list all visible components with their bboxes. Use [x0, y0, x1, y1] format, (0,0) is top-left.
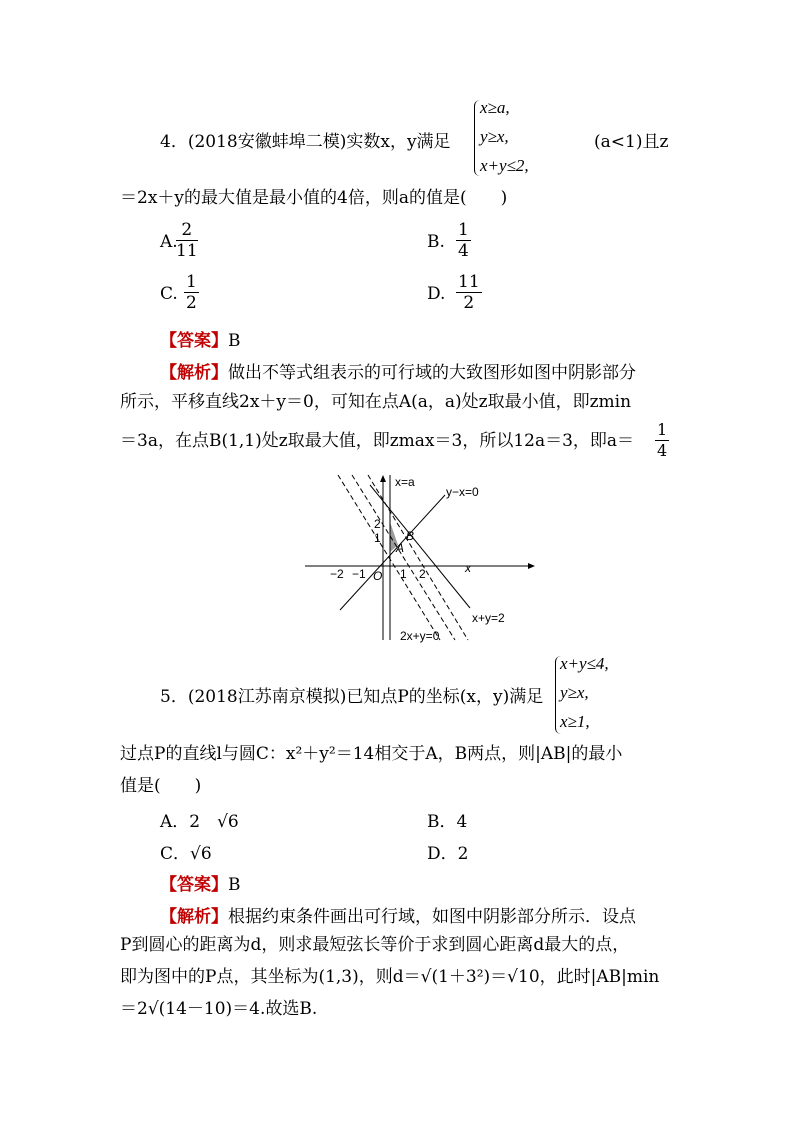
q4-analysis-text1: 做出不等式组表示的可行域的大致图形如图中阴影部分: [228, 363, 636, 383]
label-y-minus-x: y−x=0: [446, 485, 479, 499]
q5-answer-tag: 【答案】: [160, 875, 228, 895]
q4-option-c-fraction[interactable]: [184, 272, 199, 313]
q4-option-b-den: 4: [458, 241, 469, 261]
q5-analysis-line4: ＝2√(14－10)＝4.故选B.: [120, 999, 318, 1019]
q5-analysis-line2: P到圆心的距离为d，则求最短弦长等价于求到圆心距离d最大的点，: [120, 935, 630, 955]
q4-option-b-fraction[interactable]: [456, 220, 471, 261]
q4-stem-line2: ＝2x＋y的最大值是最小值的4倍，则a的值是( ): [120, 188, 508, 208]
q4-constraint-2: y≥x,: [480, 127, 509, 146]
tick-x-neg1: −1: [352, 567, 366, 581]
q4-number: 4．: [160, 132, 188, 152]
q5-constraint-3: x≥1,: [560, 712, 590, 731]
q4-analysis-fraction-den: 4: [657, 441, 668, 460]
q5-analysis-text1: 根据约束条件画出可行域，如图中阴影部分所示．设点: [228, 907, 636, 927]
label-point-b: B: [406, 529, 415, 543]
q4-analysis-tag: 【解析】: [160, 363, 228, 383]
label-2x-plus-y: 2x+y=0: [400, 629, 440, 643]
dashed-line-2: [352, 475, 455, 640]
q5-analysis-line1: [160, 902, 636, 927]
q4-option-d-num: 11: [458, 272, 480, 292]
tick-x-2: 2: [419, 567, 426, 581]
q5-stem-line2: 过点P的直线l与圆C：x²＋y²＝14相交于A，B两点，则|AB|的最小: [120, 744, 623, 764]
q4-condition: (a<1)且z: [594, 132, 669, 152]
q5-number: 5．: [160, 687, 188, 707]
tick-x-neg2: −2: [330, 567, 344, 581]
q5-option-b[interactable]: B．4: [427, 812, 468, 832]
q4-option-c-den: 2: [186, 293, 197, 313]
q4-option-d-fraction[interactable]: [456, 272, 482, 313]
q4-option-d-label[interactable]: D.: [427, 284, 446, 304]
q5-option-d[interactable]: D．2: [427, 844, 469, 864]
q4-answer-value: B: [228, 331, 241, 351]
q4-analysis-fraction-num: 1: [657, 420, 668, 439]
q5-source: (2018江苏南京模拟): [187, 687, 347, 707]
q5-constraint-1: x+y≤4,: [560, 654, 609, 673]
q4-option-a-fraction[interactable]: [176, 220, 198, 261]
tick-x-1: 1: [400, 567, 407, 581]
q4-option-c-label[interactable]: C.: [160, 284, 178, 304]
tick-y-2: 2: [374, 517, 381, 531]
q4-source: (2018安徽蚌埠二模): [187, 132, 347, 152]
q4-constraint-3: x+y≤2,: [480, 156, 529, 175]
q4-feasible-region-figure: [300, 470, 540, 650]
q5-stem-start: [160, 682, 543, 707]
label-x-plus-y-2: x+y=2: [472, 611, 505, 625]
q5-option-c[interactable]: C．√6: [160, 844, 212, 864]
q5-option-a[interactable]: A．2 √6: [160, 812, 239, 832]
q5-intro: 已知点P的坐标(x，y)满足: [346, 687, 544, 707]
q5-stem-line3: 值是( ): [120, 776, 202, 796]
q4-analysis-line1: [160, 358, 636, 383]
dashed-line-1: [338, 475, 440, 640]
label-point-a: A: [396, 541, 405, 555]
label-x-equals-a: x=a: [395, 475, 415, 489]
q5-answer: [160, 870, 241, 895]
q4-option-a-num: 2: [176, 220, 198, 241]
q4-option-b-num: 1: [458, 220, 469, 240]
q5-analysis-tag: 【解析】: [160, 907, 228, 927]
q4-analysis-line3: ＝3a，在点B(1,1)处z取最大值，即zmax＝3，所以12a＝3，即a＝: [120, 431, 635, 451]
q4-analysis-fraction: [655, 420, 669, 461]
tick-y-1: 1: [374, 531, 381, 545]
label-x-axis: x: [465, 561, 471, 575]
q4-option-b-label[interactable]: B.: [427, 232, 445, 252]
q4-answer: [160, 326, 241, 351]
q4-intro: 实数x，y满足: [346, 132, 451, 152]
q4-option-a-den: 11: [176, 241, 198, 261]
q4-option-c-num: 1: [186, 272, 197, 292]
q5-analysis-line3: 即为图中的P点，其坐标为(1,3)，则d＝√(1＋3²)＝√10，此时|AB|min: [120, 967, 660, 987]
y-axis-arrow: [380, 475, 386, 482]
q4-answer-tag: 【答案】: [160, 331, 228, 351]
q4-analysis-line2: 所示，平移直线2x＋y＝0，可知在点A(a，a)处z取最小值，即zmin: [120, 392, 632, 412]
label-origin: O: [373, 569, 383, 583]
q4-option-d-den: 2: [463, 293, 475, 313]
x-axis-arrow: [528, 563, 535, 569]
q5-answer-value: B: [228, 875, 241, 895]
q5-constraint-2: y≥x,: [560, 683, 589, 702]
q4-constraint-1: x≥a,: [480, 98, 510, 117]
q4-option-a-label[interactable]: A.: [160, 232, 178, 252]
q4-stem-start: [160, 127, 451, 152]
